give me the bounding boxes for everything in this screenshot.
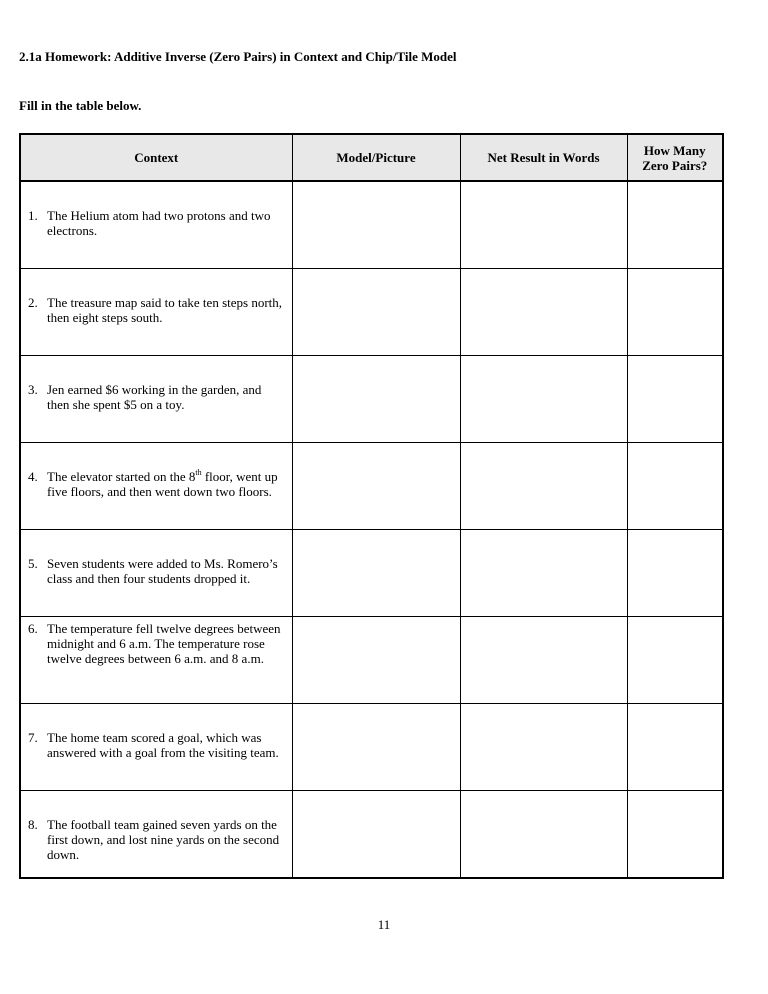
model-picture-cell[interactable] [292,269,460,356]
table-row [20,791,723,879]
context-text: The temperature fell twelve degrees between midnight and 6 a.m. The temperature rose twelve degrees between 6 a.m. and 8 a.m. [47,621,281,666]
model-picture-cell[interactable] [292,356,460,443]
context-text: Jen earned $6 working in the garden, and then she spent $5 on a toy. [47,382,262,412]
context-text-part: The elevator started on the 8 [47,469,196,484]
net-result-cell[interactable] [460,530,627,617]
context-text: The football team gained seven yards on the first down, and lost nine yards on the second down. [47,817,280,862]
table-row [20,181,723,269]
table-row [20,704,723,791]
header-zero-pairs-line2: Zero Pairs? [642,157,708,173]
header-context: Context [20,134,292,181]
net-result-cell[interactable] [460,181,627,269]
table-row [20,530,723,617]
context-text: The Helium atom had two protons and two electrons. [47,208,271,238]
context-text: The home team scored a goal, which was answered with a goal from the visiting team. [47,730,279,760]
net-result-cell[interactable] [460,704,627,791]
zero-pairs-cell[interactable] [627,356,723,443]
item-number: 3. [28,382,38,397]
table-row [20,356,723,443]
ordinal-suffix: th [195,468,202,477]
context-text: Seven students were added to Ms. Romero’s class and then four students dropped it. [47,556,278,586]
model-picture-cell[interactable] [292,181,460,269]
zero-pairs-cell[interactable] [627,791,723,879]
table-row [20,269,723,356]
item-number: 1. [28,208,38,223]
item-number: 6. [28,621,38,636]
context-cell [20,617,292,704]
net-result-cell[interactable] [460,443,627,530]
context-cell [20,269,292,356]
item-number: 4. [28,469,38,484]
zero-pairs-cell[interactable] [627,617,723,704]
context-cell [20,443,292,530]
header-zero-pairs-line1: How Many [643,142,706,158]
context-text [47,469,286,499]
page-number: 11 [377,917,391,932]
item-number: 8. [28,817,38,832]
context-text: The treasure map said to take ten steps north, then eight steps south. [47,295,283,325]
zero-pairs-cell[interactable] [627,443,723,530]
item-number: 2. [28,295,38,310]
item-number: 7. [28,730,38,745]
worksheet-table [19,133,724,879]
context-cell [20,704,292,791]
item-number: 5. [28,556,38,571]
table-row [20,443,723,530]
context-cell [20,530,292,617]
header-model-picture: Model/Picture [292,134,460,181]
header-net-result: Net Result in Words [460,134,627,181]
zero-pairs-cell[interactable] [627,704,723,791]
model-picture-cell[interactable] [292,530,460,617]
context-text-part: floor, went up five floors, and then went down two floors. [47,469,278,499]
model-picture-cell[interactable] [292,443,460,530]
model-picture-cell[interactable] [292,617,460,704]
zero-pairs-cell[interactable] [627,269,723,356]
page-title: 2.1a Homework: Additive Inverse (Zero Pairs) in Context and Chip/Tile Model [19,49,457,64]
context-cell [20,181,292,269]
header-row [20,134,723,181]
net-result-cell[interactable] [460,356,627,443]
instructions: Fill in the table below. [19,98,142,113]
model-picture-cell[interactable] [292,791,460,879]
context-cell [20,791,292,879]
net-result-cell[interactable] [460,269,627,356]
model-picture-cell[interactable] [292,704,460,791]
table-row [20,617,723,704]
zero-pairs-cell[interactable] [627,181,723,269]
zero-pairs-cell[interactable] [627,530,723,617]
header-zero-pairs [627,134,723,181]
net-result-cell[interactable] [460,617,627,704]
context-cell [20,356,292,443]
net-result-cell[interactable] [460,791,627,879]
